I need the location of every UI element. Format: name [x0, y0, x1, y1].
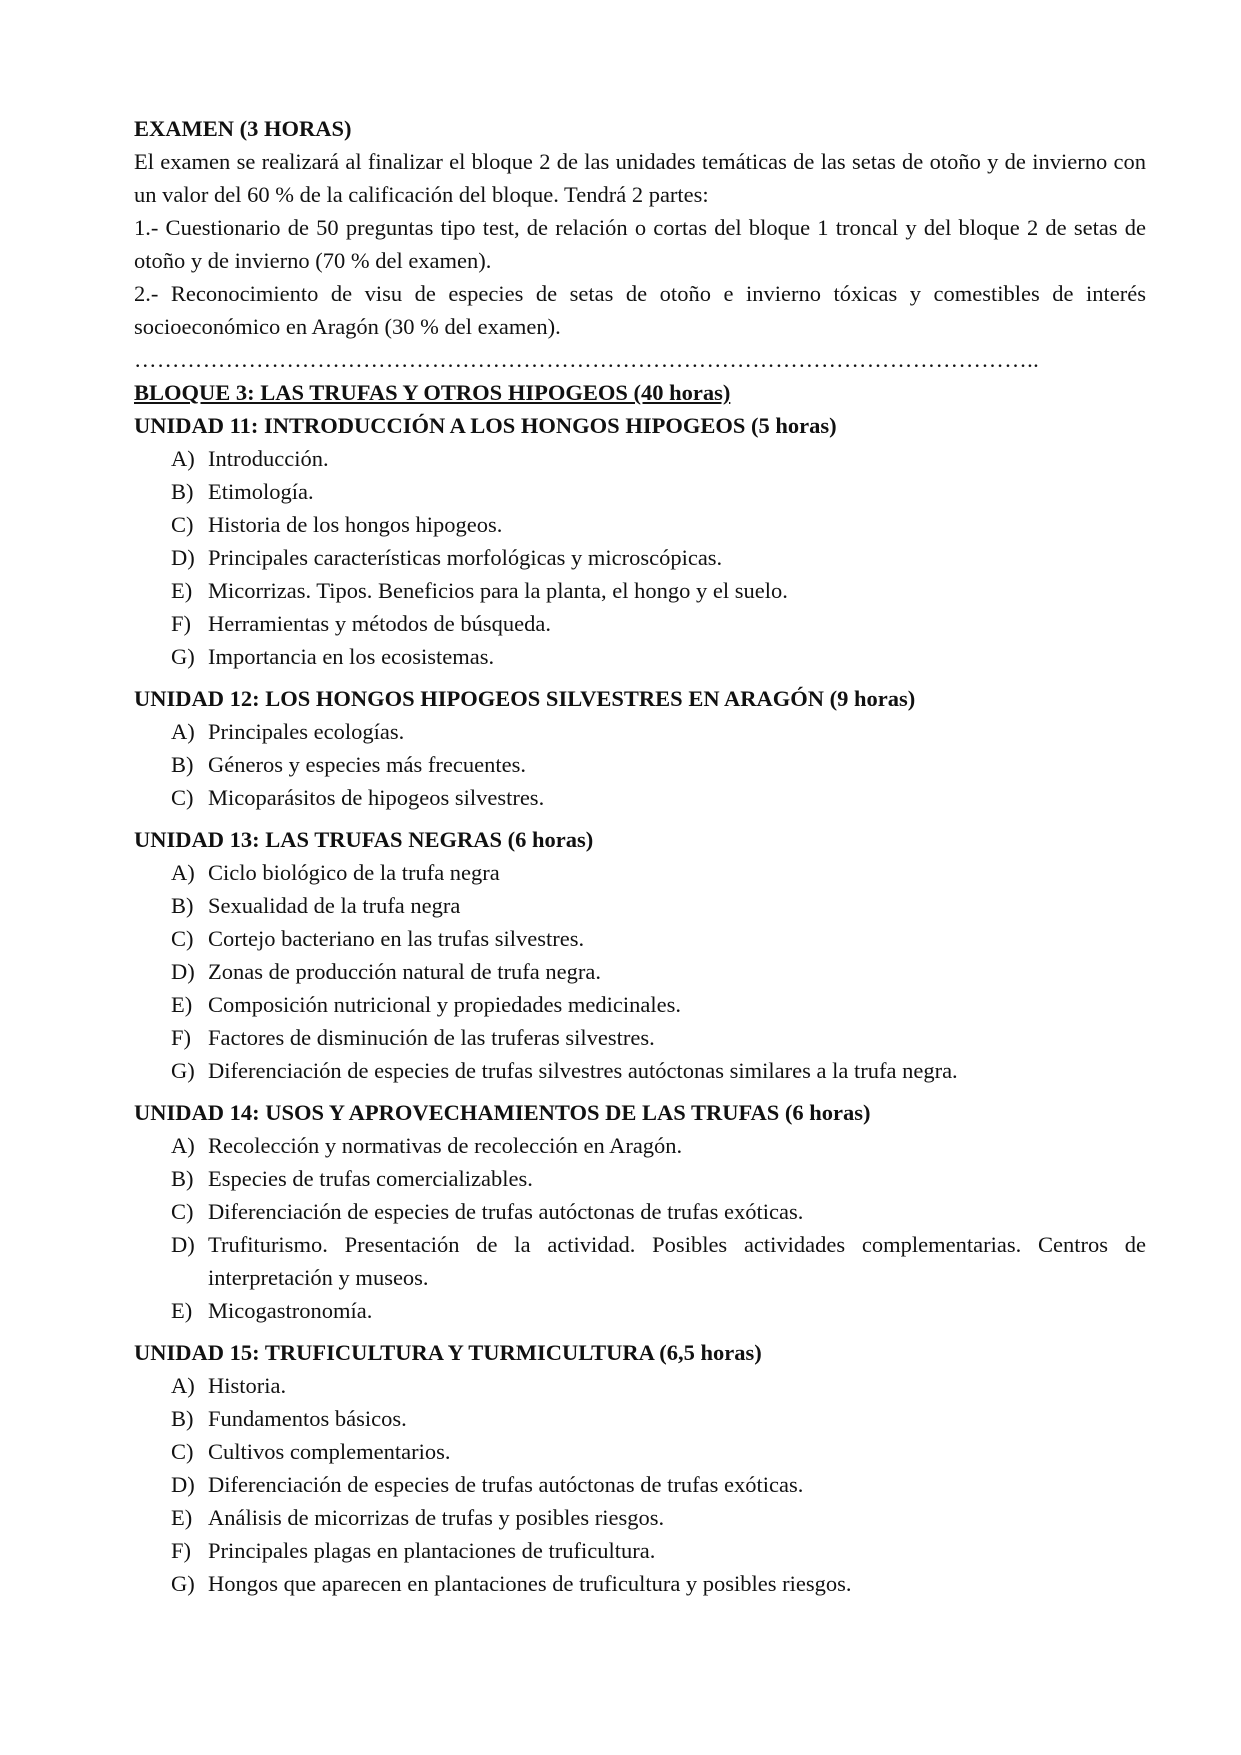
- list-item: [171, 715, 1146, 748]
- item-letter: E): [171, 578, 193, 603]
- item-text: Diferenciación de especies de trufas autóctonas de trufas exóticas.: [208, 1199, 804, 1224]
- list-item: [171, 1501, 1146, 1534]
- unit-section: [134, 682, 1146, 814]
- item-letter: C): [171, 785, 194, 810]
- item-letter: G): [171, 1571, 195, 1596]
- list-item: [171, 607, 1146, 640]
- dotted-separator: ………………………………………………………………………………………………………..: [134, 347, 1040, 372]
- item-letter: B): [171, 1166, 194, 1191]
- item-text: Herramientas y métodos de búsqueda.: [208, 611, 552, 636]
- list-item: [171, 1228, 1146, 1294]
- item-letter: B): [171, 752, 194, 777]
- list-item: [171, 988, 1146, 1021]
- unit-title: UNIDAD 12: LOS HONGOS HIPOGEOS SILVESTRES EN ARAGÓN (9 horas): [134, 686, 916, 711]
- list-item: [171, 856, 1146, 889]
- list-item: [171, 889, 1146, 922]
- item-text: Recolección y normativas de recolección en Aragón.: [208, 1133, 683, 1158]
- item-letter: B): [171, 1406, 194, 1431]
- exam-description: El examen se realizará al finalizar el bloque 2 de las unidades temáticas de las setas de otoño y de invierno con un valor del 60 % de la calificación del bloque. Tendrá 2 partes:: [134, 149, 1146, 207]
- list-item: [171, 640, 1146, 673]
- unit-item-list: [134, 1369, 1146, 1600]
- exam-part-1: 1.- Cuestionario de 50 preguntas tipo test, de relación o cortas del bloque 1 troncal y del bloque 2 de setas de otoño y de invierno (70 % del examen).: [134, 215, 1146, 273]
- item-letter: D): [171, 1472, 195, 1497]
- unit-item-list: [134, 442, 1146, 673]
- list-item: [171, 781, 1146, 814]
- item-letter: F): [171, 611, 192, 636]
- item-text: Ciclo biológico de la trufa negra: [208, 860, 500, 885]
- item-text: Análisis de micorrizas de trufas y posibles riesgos.: [208, 1505, 665, 1530]
- list-item: [171, 541, 1146, 574]
- item-letter: A): [171, 860, 195, 885]
- exam-title: EXAMEN (3 HORAS): [134, 116, 352, 141]
- item-text: Factores de disminución de las truferas silvestres.: [208, 1025, 655, 1050]
- item-text: Zonas de producción natural de trufa negra.: [208, 959, 601, 984]
- list-item: [171, 1402, 1146, 1435]
- item-text: Etimología.: [208, 479, 314, 504]
- list-item: [171, 1468, 1146, 1501]
- unit-title: UNIDAD 13: LAS TRUFAS NEGRAS (6 horas): [134, 827, 594, 852]
- list-item: [171, 1567, 1146, 1600]
- item-text: Composición nutricional y propiedades medicinales.: [208, 992, 682, 1017]
- list-item: [171, 955, 1146, 988]
- item-text: Introducción.: [208, 446, 329, 471]
- unit-section: [134, 409, 1146, 673]
- item-letter: F): [171, 1538, 192, 1563]
- item-text: Géneros y especies más frecuentes.: [208, 752, 526, 777]
- item-letter: A): [171, 1373, 195, 1398]
- item-text: Cultivos complementarios.: [208, 1439, 451, 1464]
- unit-title: UNIDAD 14: USOS Y APROVECHAMIENTOS DE LAS TRUFAS (6 horas): [134, 1100, 871, 1125]
- item-text: Principales características morfológicas y microscópicas.: [208, 545, 723, 570]
- unit-section: [134, 823, 1146, 1087]
- list-item: [171, 1129, 1146, 1162]
- item-text: Especies de trufas comercializables.: [208, 1166, 533, 1191]
- item-text: Micoparásitos de hipogeos silvestres.: [208, 785, 545, 810]
- list-item: [171, 922, 1146, 955]
- unit-section: [134, 1336, 1146, 1600]
- unit-item-list: [134, 856, 1146, 1087]
- item-letter: E): [171, 1505, 193, 1530]
- list-item: [171, 1195, 1146, 1228]
- units-list: [134, 409, 1146, 1600]
- unit-item-list: [134, 715, 1146, 814]
- document-page: [134, 112, 1146, 1600]
- item-text: Cortejo bacteriano en las trufas silvestres.: [208, 926, 585, 951]
- item-letter: E): [171, 1298, 193, 1323]
- list-item: [171, 1294, 1146, 1327]
- item-letter: B): [171, 479, 194, 504]
- list-item: [171, 1369, 1146, 1402]
- item-letter: G): [171, 644, 195, 669]
- item-text: Diferenciación de especies de trufas silvestres autóctonas similares a la trufa negra.: [208, 1058, 958, 1083]
- list-item: [171, 1534, 1146, 1567]
- item-text: Principales plagas en plantaciones de truficultura.: [208, 1538, 656, 1563]
- list-item: [171, 1435, 1146, 1468]
- list-item: [171, 1021, 1146, 1054]
- list-item: [171, 1054, 1146, 1087]
- item-letter: C): [171, 1439, 194, 1464]
- unit-title: UNIDAD 11: INTRODUCCIÓN A LOS HONGOS HIPOGEOS (5 horas): [134, 413, 837, 438]
- list-item: [171, 442, 1146, 475]
- list-item: [171, 574, 1146, 607]
- item-letter: B): [171, 893, 194, 918]
- item-letter: D): [171, 545, 195, 570]
- item-text: Importancia en los ecosistemas.: [208, 644, 495, 669]
- list-item: [171, 475, 1146, 508]
- item-text: Trufiturismo. Presentación de la actividad. Posibles actividades complementarias. Centros de interpretación y museos.: [208, 1232, 1146, 1290]
- item-letter: A): [171, 446, 195, 471]
- item-letter: A): [171, 1133, 195, 1158]
- unit-section: [134, 1096, 1146, 1327]
- item-letter: C): [171, 926, 194, 951]
- item-text: Micogastronomía.: [208, 1298, 373, 1323]
- item-letter: D): [171, 1232, 195, 1257]
- item-text: Micorrizas. Tipos. Beneficios para la planta, el hongo y el suelo.: [208, 578, 788, 603]
- exam-part-2: 2.- Reconocimiento de visu de especies de setas de otoño e invierno tóxicas y comestibles de interés socioeconómico en Aragón (30 % del examen).: [134, 281, 1146, 339]
- item-letter: F): [171, 1025, 192, 1050]
- item-letter: C): [171, 1199, 194, 1224]
- item-letter: G): [171, 1058, 195, 1083]
- list-item: [171, 508, 1146, 541]
- list-item: [171, 1162, 1146, 1195]
- item-text: Diferenciación de especies de trufas autóctonas de trufas exóticas.: [208, 1472, 804, 1497]
- item-text: Fundamentos básicos.: [208, 1406, 407, 1431]
- list-item: [171, 748, 1146, 781]
- item-text: Principales ecologías.: [208, 719, 405, 744]
- item-letter: E): [171, 992, 193, 1017]
- item-letter: C): [171, 512, 194, 537]
- item-text: Historia de los hongos hipogeos.: [208, 512, 503, 537]
- block-title: BLOQUE 3: LAS TRUFAS Y OTROS HIPOGEOS (40 horas): [134, 380, 731, 405]
- item-text: Hongos que aparecen en plantaciones de truficultura y posibles riesgos.: [208, 1571, 852, 1596]
- item-letter: D): [171, 959, 195, 984]
- item-letter: A): [171, 719, 195, 744]
- item-text: Sexualidad de la trufa negra: [208, 893, 461, 918]
- unit-item-list: [134, 1129, 1146, 1327]
- item-text: Historia.: [208, 1373, 287, 1398]
- unit-title: UNIDAD 15: TRUFICULTURA Y TURMICULTURA (6,5 horas): [134, 1340, 762, 1365]
